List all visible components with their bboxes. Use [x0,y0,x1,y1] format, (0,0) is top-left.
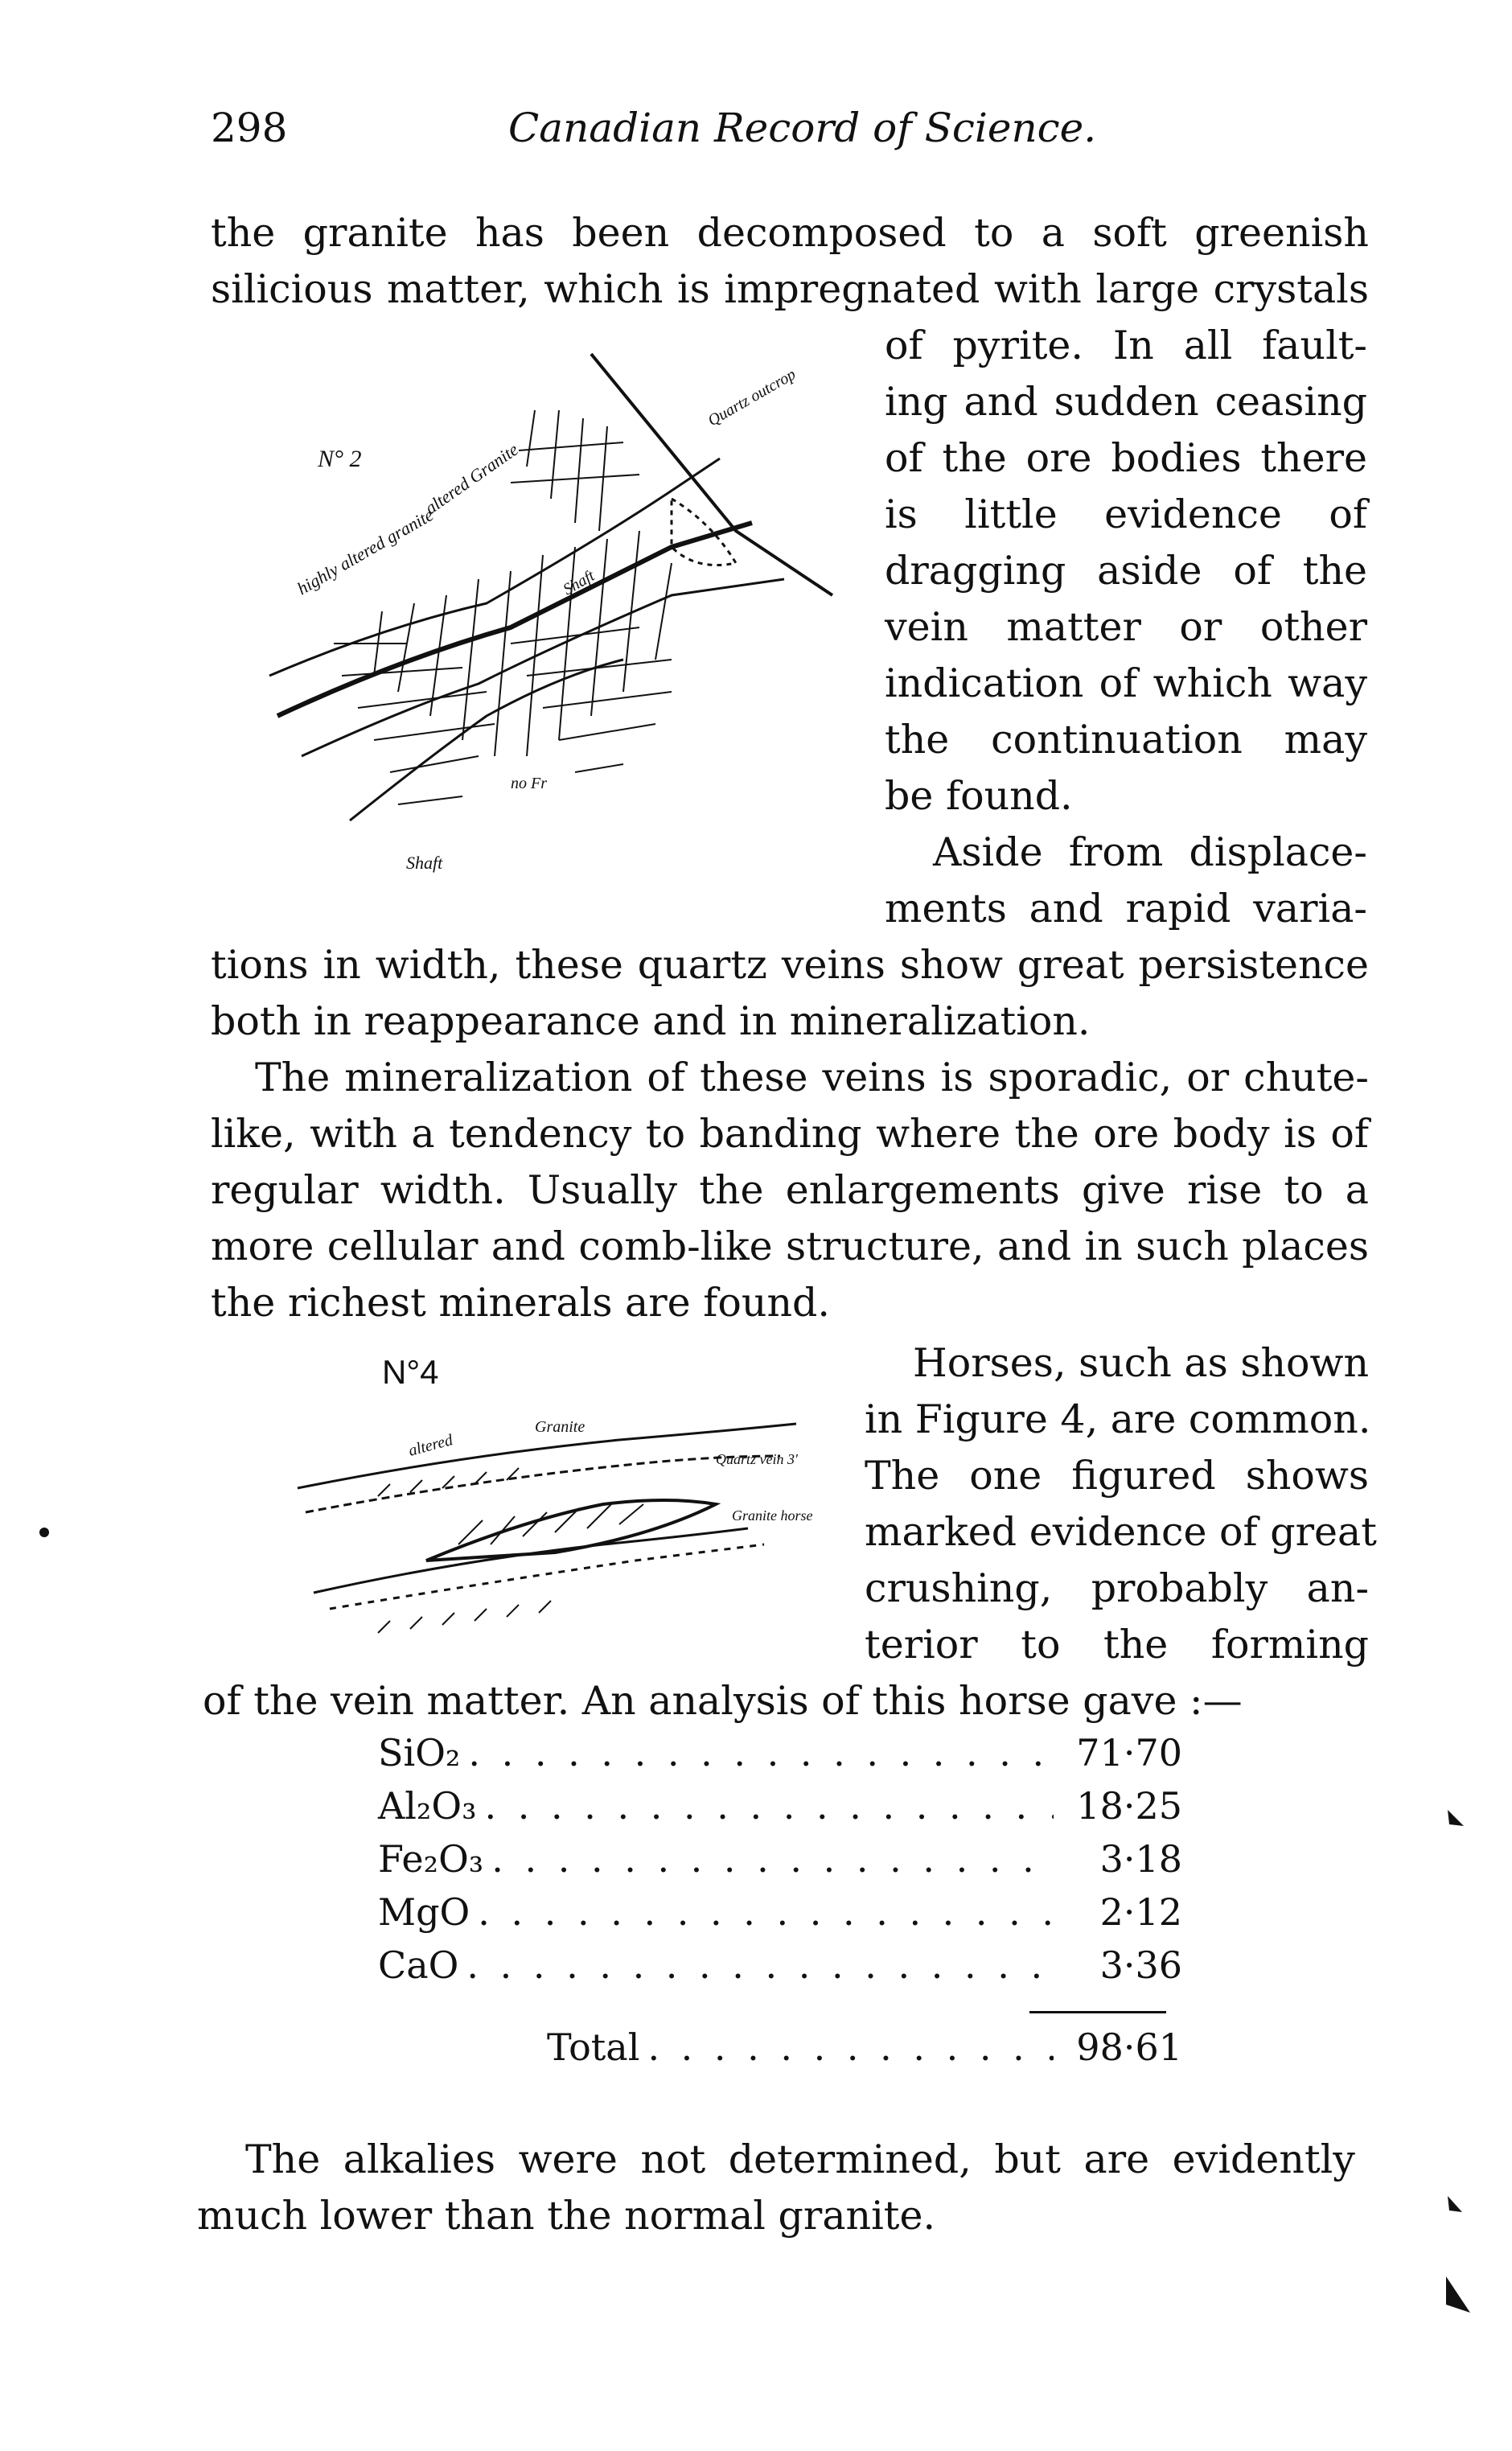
table-row [378,1731,1182,1784]
text-line: of the vein matter. An analysis of this horse gave :— [203,1678,1243,1724]
figure-2-annotation: altered Granite [421,438,522,519]
compound-value: 3·36 [1099,1943,1182,1987]
leader-dots [491,1837,1054,1881]
compound-value: 3·18 [1099,1837,1182,1881]
text-line: regular width. Usually the enlargements give rise to a [211,1167,1369,1213]
table-row [378,1943,1182,1997]
compound-name: MgO [378,1890,470,1934]
text-line: the richest minerals are found. [211,1280,830,1326]
paragraph-closing [197,2132,1355,2244]
figure-2-annotation: Shaft [406,853,443,873]
compound-name: Fe₂O₃ [378,1837,484,1881]
figure-2-label: N° 2 [318,446,362,472]
figure-2-annotation: highly altered granite [294,504,437,599]
figure-4-annotation: Granite [535,1418,585,1436]
text-line: of pyrite. In all fault- [885,323,1367,368]
text-line: ing and sudden ceasing [885,379,1367,425]
running-header [211,105,1369,169]
analysis-total-row [547,2025,1182,2069]
figure-4-label: N°4 [382,1353,439,1391]
text-line: be found. [885,773,1073,819]
text-line: The one figured shows [865,1453,1369,1499]
total-value: 98·61 [1076,2025,1182,2069]
text-line: much lower than the normal granite. [197,2193,936,2239]
text-line: the granite has been decomposed to a soft greenish [211,210,1369,256]
compound-value: 18·25 [1076,1784,1182,1828]
text-line: crushing, probably an- [865,1565,1369,1611]
table-row [378,1890,1182,1943]
figure-2-drawing [221,338,865,917]
figure-4-horse-sketch [217,1343,853,1649]
text-line: is little evidence of [885,491,1367,537]
text-line: The mineralization of these veins is sporadic, or chute- [255,1055,1369,1100]
compound-value: 71·70 [1076,1731,1182,1775]
paragraph-mineralization [211,1050,1369,1331]
figure-4-annotation: Quartz vein 3' [716,1451,798,1467]
figure-2-annotation: Quartz outcrop [705,365,799,430]
leader-dots [647,2025,1054,2069]
text-line: the continuation may [885,717,1367,763]
total-rule [1029,2011,1166,2013]
text-line: terior to the forming [865,1622,1369,1668]
text-line: indication of which way [885,660,1367,706]
text-line: tions in width, these quartz veins show great persistence [211,942,1369,988]
page-number: 298 [211,105,288,151]
figure-2-vein-sketch [221,338,865,917]
leader-dots [478,1890,1054,1934]
text-line: Aside from displace- [933,829,1367,875]
leader-dots [468,1731,1054,1775]
analysis-table [378,1731,1182,1997]
scan-dot [32,1520,56,1544]
text-line: dragging aside of the [885,548,1367,594]
scan-marks [1432,1810,1480,2373]
text-line: The alkalies were not determined, but are evidently [245,2136,1355,2182]
intro-paragraph [211,205,1369,318]
compound-value: 2·12 [1099,1890,1182,1934]
text-line: ments and rapid varia- [885,886,1367,931]
wrapped-text-figure-2 [885,318,1367,937]
paragraph-persistence [211,937,1369,1050]
wrapped-text-figure-4 [865,1335,1377,1673]
text-line: Horses, such as shown [913,1340,1370,1386]
figure-4-annotation: altered [406,1431,455,1460]
leader-dots [485,1784,1054,1828]
text-line: more cellular and comb-like structure, and in such places [211,1223,1369,1269]
text-line: vein matter or other [885,604,1367,650]
text-line: silicious matter, which is impregnated with large crystals [211,266,1369,312]
total-label: Total [547,2025,640,2069]
figure-2-annotation: no Fr [511,775,547,792]
compound-name: Al₂O₃ [378,1784,477,1828]
figure-4-drawing [217,1343,853,1649]
table-row [378,1837,1182,1890]
leader-dots [466,1943,1054,1987]
figure-2-annotation: Shaft [560,566,598,599]
running-title: Canadian Record of Science. [508,105,1097,151]
figure-4-annotation: Granite horse [732,1507,813,1524]
text-line: marked evidence of great [865,1509,1377,1555]
table-row [378,1784,1182,1837]
text-line: in Figure 4, are common. [865,1396,1371,1442]
text-line: like, with a tendency to banding where the ore body is of [211,1111,1369,1157]
text-line: both in reappearance and in mineralization. [211,998,1091,1044]
compound-name: CaO [378,1943,459,1987]
paragraph-analysis-intro [203,1673,1361,1729]
text-line: of the ore bodies there [885,435,1367,481]
compound-name: SiO₂ [378,1731,461,1775]
